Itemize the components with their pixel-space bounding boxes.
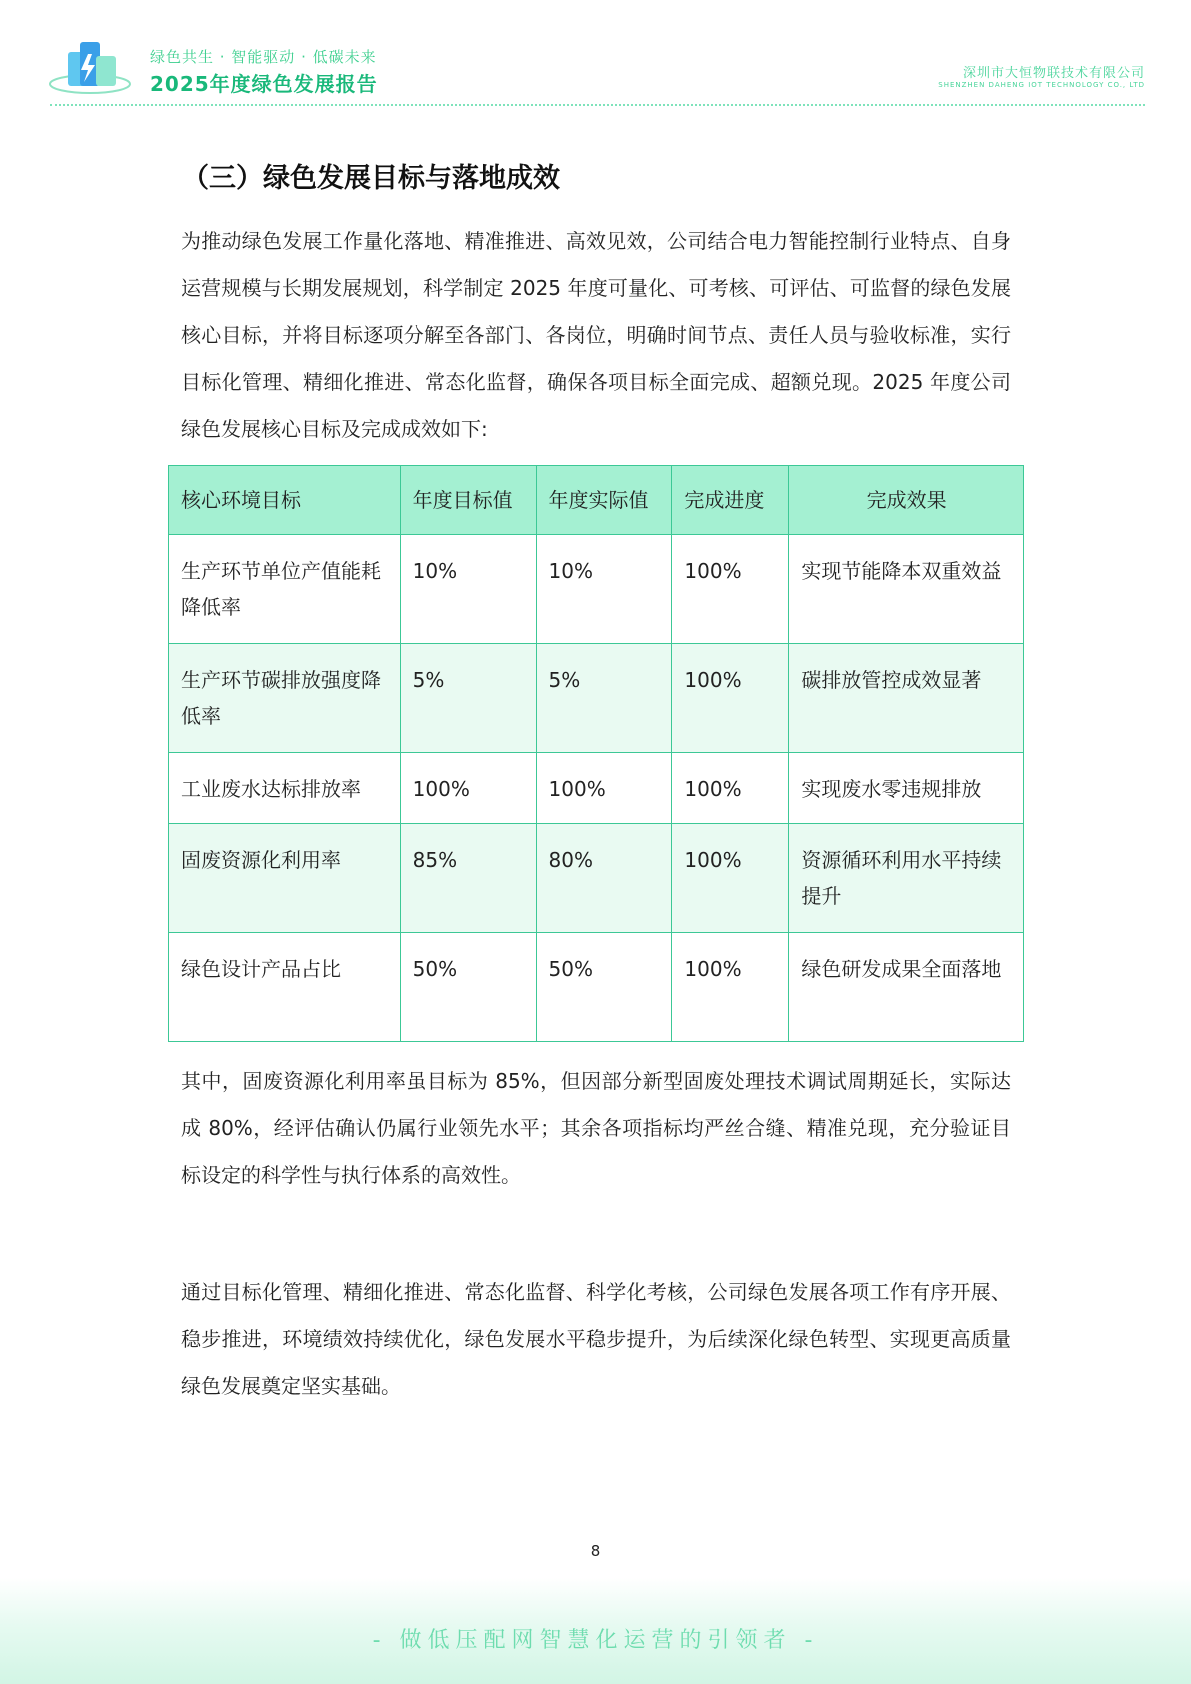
- cell-actual: 80%: [536, 824, 672, 933]
- cell-progress: 100%: [672, 535, 789, 644]
- column-header-target: 年度目标值: [400, 466, 536, 535]
- table-row: [169, 933, 1024, 1042]
- header-slogan: 绿色共生 · 智能驱动 · 低碳未来: [150, 48, 377, 66]
- green-goals-table: [168, 465, 1024, 1042]
- cell-effect: 碳排放管控成效显著: [789, 644, 1024, 753]
- conclusion-paragraph: 通过目标化管理、精细化推进、常态化监督、科学化考核，公司绿色发展各项工作有序开展、稳步推进，环境绩效持续优化，绿色发展水平稳步提升，为后续深化绿色转型、实现更高质量绿色发展奠定坚实基础。: [181, 1280, 1011, 1398]
- section-title: （三）绿色发展目标与落地成效: [182, 163, 560, 194]
- cell-effect: 绿色研发成果全面落地: [789, 933, 1024, 1042]
- cell-effect: 实现节能降本双重效益: [789, 535, 1024, 644]
- page-header: [0, 0, 1191, 110]
- cell-progress: 100%: [672, 933, 789, 1042]
- company-logo-icon: [48, 38, 144, 98]
- cell-goal: 固废资源化利用率: [169, 824, 401, 933]
- company-name-english: SHENZHEN DAHENG IOT TECHNOLOGY CO., LTD: [938, 81, 1145, 89]
- cell-target: 10%: [400, 535, 536, 644]
- cell-goal: 绿色设计产品占比: [169, 933, 401, 1042]
- cell-target: 5%: [400, 644, 536, 753]
- column-header-effect: 完成效果: [789, 466, 1024, 535]
- cell-target: 85%: [400, 824, 536, 933]
- cell-goal: 生产环节单位产值能耗降低率: [169, 535, 401, 644]
- column-header-progress: 完成进度: [672, 466, 789, 535]
- cell-progress: 100%: [672, 644, 789, 753]
- cell-goal: 工业废水达标排放率: [169, 753, 401, 824]
- column-header-actual: 年度实际值: [536, 466, 672, 535]
- cell-progress: 100%: [672, 753, 789, 824]
- cell-effect: 资源循环利用水平持续提升: [789, 824, 1024, 933]
- report-title: 2025年度绿色发展报告: [150, 72, 378, 96]
- table-row: [169, 644, 1024, 753]
- company-name: 深圳市大恒物联技术有限公司: [962, 66, 1145, 81]
- cell-progress: 100%: [672, 824, 789, 933]
- cell-target: 50%: [400, 933, 536, 1042]
- table-row: [169, 753, 1024, 824]
- cell-effect: 实现废水零违规排放: [789, 753, 1024, 824]
- table-header-row: [169, 466, 1024, 535]
- footer-slogan: - 做低压配网智慧化运营的引领者 -: [372, 1628, 819, 1653]
- cell-actual: 5%: [536, 644, 672, 753]
- cell-goal: 生产环节碳排放强度降低率: [169, 644, 401, 753]
- table-row: [169, 824, 1024, 933]
- note-paragraph: 其中，固废资源化利用率虽目标为 85%，但因部分新型固废处理技术调试周期延长，实际达成 80%，经评估确认仍属行业领先水平；其余各项指标均严丝合缝、精准兑现，充分验证目标设定的科学性与执行体系的高效性。: [181, 1069, 1011, 1187]
- cell-actual: 10%: [536, 535, 672, 644]
- cell-actual: 50%: [536, 933, 672, 1042]
- cell-target: 100%: [400, 753, 536, 824]
- column-header-goal: 核心环境目标: [169, 466, 401, 535]
- header-divider: [50, 104, 1145, 106]
- page-number: 8: [590, 1542, 601, 1560]
- intro-paragraph: 为推动绿色发展工作量化落地、精准推进、高效见效，公司结合电力智能控制行业特点、自身运营规模与长期发展规划，科学制定 2025 年度可量化、可考核、可评估、可监督的绿色发展核心目标，并将目标逐项分解至各部门、各岗位，明确时间节点、责任人员与验收标准，实行目标化管理、精细化推进、常态化监督，确保各项目标全面完成、超额兑现。2025 年度公司绿色发展核心目标及完成成效如下:: [181, 229, 1011, 441]
- table-row: [169, 535, 1024, 644]
- cell-actual: 100%: [536, 753, 672, 824]
